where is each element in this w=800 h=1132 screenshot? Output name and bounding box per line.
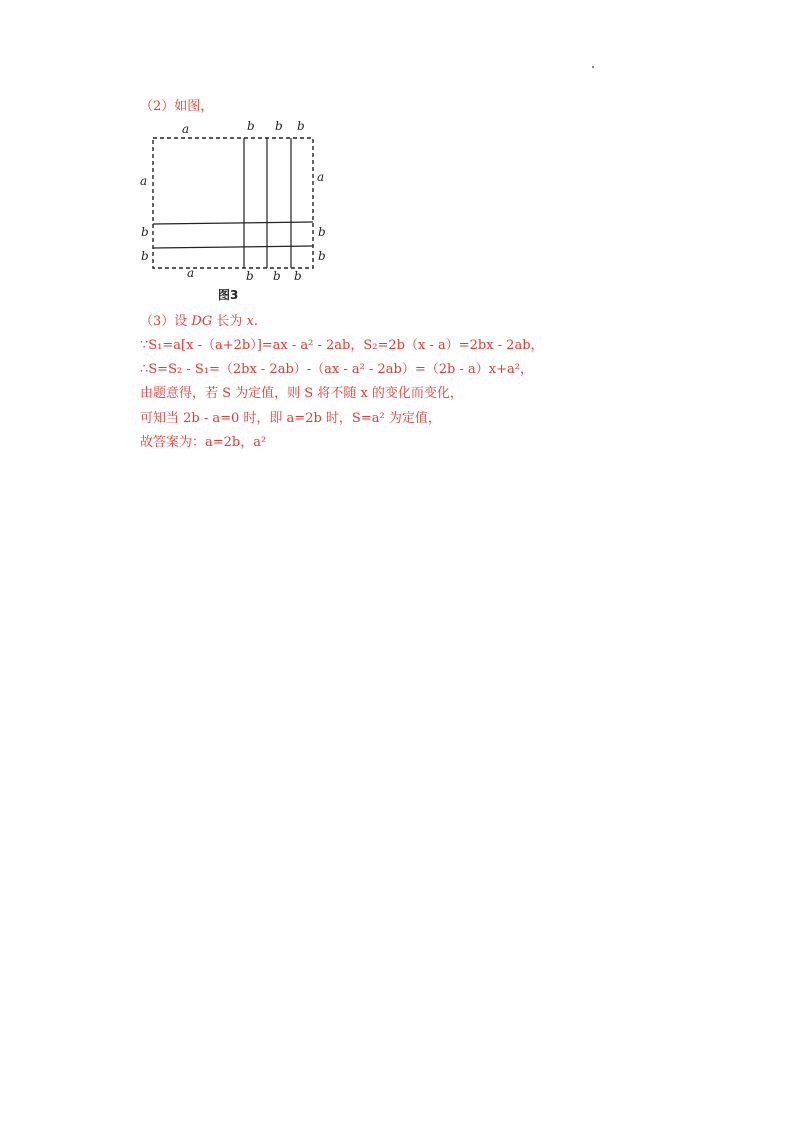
label-bottom-a: a: [187, 266, 195, 280]
solution-line-2: ∵S₁=a[x -（a+2b）]=ax - a² - 2ab，S₂=2b（x - a）=2bx - 2ab，: [140, 338, 544, 353]
figure-caption: 图3: [218, 288, 239, 302]
part3-x: x: [246, 314, 254, 329]
solution-line-4: 由题意得，若 S 为定值，则 S 将不随 x 的变化而变化，: [140, 386, 463, 401]
label-top-b2: b: [275, 119, 283, 133]
part3-dg: DG: [191, 314, 213, 329]
label-bottom-b1: b: [246, 269, 254, 283]
label-top-b1: b: [247, 119, 255, 133]
figure-3: [134, 118, 334, 306]
label-bottom-b2: b: [273, 269, 281, 283]
label-top-b3: b: [297, 119, 305, 133]
part2-heading: （2）如图，: [140, 99, 214, 114]
page-dot: [592, 66, 594, 68]
part3-mid: 长为: [212, 314, 247, 329]
label-right-b2: b: [318, 249, 326, 263]
label-left-b1: b: [141, 225, 149, 239]
label-top-a: a: [182, 122, 190, 136]
label-right-a: a: [317, 170, 325, 184]
hline-2: [153, 246, 313, 248]
part3-end: .: [253, 314, 258, 329]
hline-1: [153, 222, 313, 224]
label-left-b2: b: [141, 249, 149, 263]
solution-line-6: 故答案为：a=2b，a²: [140, 435, 267, 450]
part3-pre: （3）设: [140, 314, 192, 329]
label-right-b1: b: [318, 225, 326, 239]
solution-line-3: ∴S=S₂ - S₁=（2bx - 2ab）-（ax - a² - 2ab）=（2b - a）x+a²，: [140, 362, 533, 377]
label-left-a: a: [140, 174, 148, 188]
solution-line-5: 可知当 2b - a=0 时，即 a=2b 时，S=a² 为定值，: [140, 411, 441, 426]
label-bottom-b3: b: [294, 269, 302, 283]
outer-dashed-rect: [153, 138, 313, 268]
part3-heading: [140, 313, 258, 331]
